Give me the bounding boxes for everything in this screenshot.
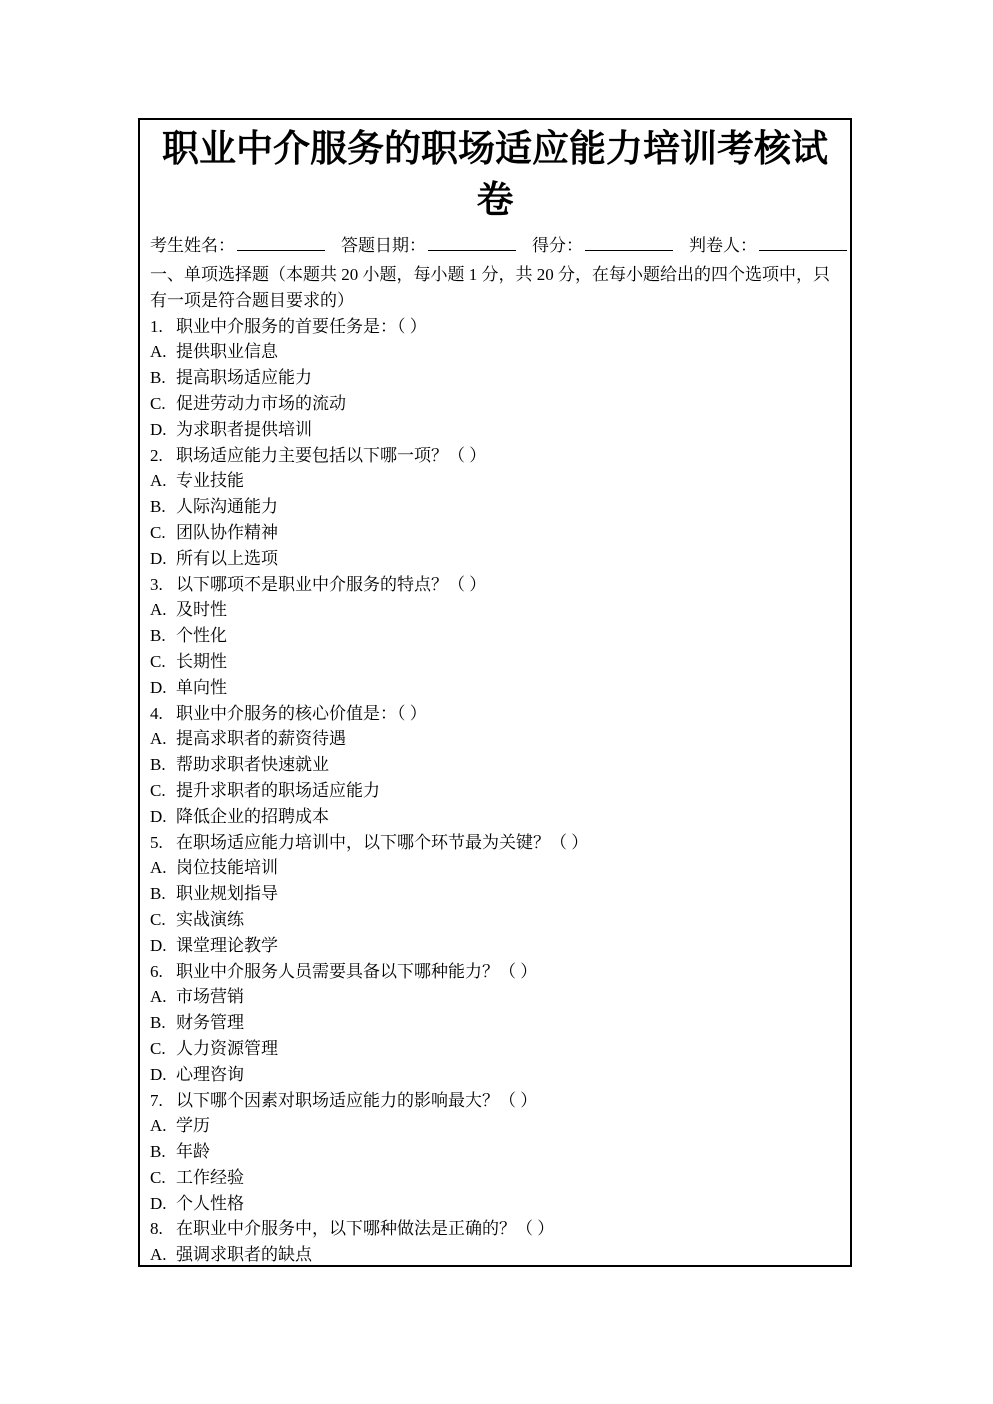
- option-letter: C.: [150, 1167, 166, 1187]
- question-text: 以下哪项不是职业中介服务的特点？（ ）: [176, 574, 487, 594]
- answer-date-label: 答题日期：: [341, 236, 426, 255]
- option-d: [150, 417, 840, 443]
- option-b: [150, 1010, 840, 1036]
- option-text: 心理咨询: [176, 1064, 244, 1084]
- option-c: [150, 1165, 840, 1191]
- option-a: [150, 1242, 840, 1267]
- option-text: 学历: [176, 1116, 210, 1136]
- option-text: 实战演练: [176, 909, 244, 929]
- option-letter: C.: [150, 909, 166, 929]
- option-letter: D.: [150, 1064, 167, 1084]
- question-stem: [150, 1216, 840, 1242]
- option-letter: A.: [150, 858, 167, 878]
- option-text: 课堂理论教学: [176, 935, 278, 955]
- question-6: [150, 959, 840, 1088]
- candidate-info-row: [150, 233, 840, 259]
- question-number: 7.: [150, 1090, 163, 1110]
- question-number: 5.: [150, 832, 163, 852]
- option-text: 提供职业信息: [176, 342, 278, 362]
- option-a: [150, 726, 840, 752]
- option-text: 促进劳动力市场的流动: [176, 393, 346, 413]
- option-text: 帮助求职者快速就业: [176, 755, 329, 775]
- question-4: [150, 701, 840, 830]
- option-a: [150, 984, 840, 1010]
- score-field: [532, 233, 673, 259]
- option-text: 强调求职者的缺点: [176, 1245, 312, 1265]
- question-7: [150, 1088, 840, 1217]
- question-stem: [150, 572, 840, 598]
- option-text: 单向性: [176, 677, 227, 697]
- question-stem: [150, 701, 840, 727]
- answer-date-field: [341, 233, 516, 259]
- question-1: [150, 314, 840, 443]
- question-stem: [150, 443, 840, 469]
- option-b: [150, 494, 840, 520]
- option-text: 个人性格: [176, 1193, 244, 1213]
- question-text: 职业中介服务的核心价值是：（ ）: [176, 703, 427, 723]
- question-text: 在职场适应能力培训中，以下哪个环节最为关键？（ ）: [176, 832, 589, 852]
- question-text: 职业中介服务的首要任务是：（ ）: [176, 316, 427, 336]
- option-text: 工作经验: [176, 1167, 244, 1187]
- option-d: [150, 1191, 840, 1217]
- question-number: 3.: [150, 574, 163, 594]
- option-text: 所有以上选项: [176, 548, 278, 568]
- exam-sheet: [138, 118, 852, 1267]
- option-text: 职业规划指导: [176, 884, 278, 904]
- option-letter: B.: [150, 626, 166, 646]
- option-c: [150, 649, 840, 675]
- option-c: [150, 391, 840, 417]
- option-a: [150, 339, 840, 365]
- option-letter: C.: [150, 1038, 166, 1058]
- option-b: [150, 623, 840, 649]
- option-text: 人际沟通能力: [176, 497, 278, 517]
- option-letter: B.: [150, 1142, 166, 1162]
- option-text: 长期性: [176, 651, 227, 671]
- option-a: [150, 855, 840, 881]
- option-letter: D.: [150, 935, 167, 955]
- option-text: 个性化: [176, 626, 227, 646]
- candidate-name-blank: [237, 235, 325, 251]
- option-b: [150, 881, 840, 907]
- question-3: [150, 572, 840, 701]
- question-stem: [150, 1088, 840, 1114]
- question-number: 8.: [150, 1219, 163, 1239]
- option-d: [150, 1062, 840, 1088]
- score-label: 得分：: [532, 236, 583, 255]
- question-text: 在职业中介服务中，以下哪种做法是正确的？（ ）: [176, 1219, 555, 1239]
- option-letter: B.: [150, 497, 166, 517]
- option-text: 人力资源管理: [176, 1038, 278, 1058]
- option-text: 提高职场适应能力: [176, 368, 312, 388]
- candidate-name-label: 考生姓名：: [150, 236, 235, 255]
- question-text: 职业中介服务人员需要具备以下哪种能力？（ ）: [176, 961, 538, 981]
- option-letter: C.: [150, 393, 166, 413]
- option-text: 为求职者提供培训: [176, 419, 312, 439]
- option-a: [150, 1113, 840, 1139]
- option-a: [150, 597, 840, 623]
- option-letter: D.: [150, 419, 167, 439]
- option-letter: B.: [150, 1013, 166, 1033]
- option-text: 降低企业的招聘成本: [176, 806, 329, 826]
- option-letter: D.: [150, 677, 167, 697]
- option-letter: A.: [150, 729, 167, 749]
- question-number: 4.: [150, 703, 163, 723]
- option-letter: D.: [150, 548, 167, 568]
- option-b: [150, 1139, 840, 1165]
- option-c: [150, 778, 840, 804]
- score-blank: [585, 235, 673, 251]
- option-b: [150, 365, 840, 391]
- question-5: [150, 830, 840, 959]
- option-letter: A.: [150, 1245, 167, 1265]
- option-a: [150, 468, 840, 494]
- grader-blank: [759, 235, 847, 251]
- option-letter: B.: [150, 755, 166, 775]
- question-number: 1.: [150, 316, 163, 336]
- option-text: 市场营销: [176, 987, 244, 1007]
- question-2: [150, 443, 840, 572]
- option-text: 及时性: [176, 600, 227, 620]
- option-text: 提升求职者的职场适应能力: [176, 780, 380, 800]
- section-heading: 一、单项选择题（本题共 20 小题，每小题 1 分，共 20 分，在每小题给出的四个选项中，只有一项是符合题目要求的）: [150, 265, 830, 310]
- option-letter: A.: [150, 471, 167, 491]
- question-8: [150, 1216, 840, 1267]
- candidate-name-field: [150, 233, 325, 259]
- question-number: 6.: [150, 961, 163, 981]
- option-text: 年龄: [176, 1142, 210, 1162]
- question-stem: [150, 830, 840, 856]
- option-letter: B.: [150, 884, 166, 904]
- option-letter: A.: [150, 342, 167, 362]
- option-c: [150, 1036, 840, 1062]
- option-letter: A.: [150, 1116, 167, 1136]
- option-letter: B.: [150, 368, 166, 388]
- exam-title: 职业中介服务的职场适应能力培训考核试卷: [162, 129, 828, 221]
- option-letter: A.: [150, 987, 167, 1007]
- question-text: 职场适应能力主要包括以下哪一项？（ ）: [176, 445, 487, 465]
- question-stem: [150, 959, 840, 985]
- option-d: [150, 546, 840, 572]
- option-letter: A.: [150, 600, 167, 620]
- option-letter: C.: [150, 522, 166, 542]
- grader-field: [689, 233, 847, 259]
- option-b: [150, 752, 840, 778]
- option-c: [150, 520, 840, 546]
- option-letter: D.: [150, 1193, 167, 1213]
- option-letter: D.: [150, 806, 167, 826]
- option-text: 岗位技能培训: [176, 858, 278, 878]
- option-d: [150, 675, 840, 701]
- option-text: 专业技能: [176, 471, 244, 491]
- question-number: 2.: [150, 445, 163, 465]
- answer-date-blank: [428, 235, 516, 251]
- option-d: [150, 933, 840, 959]
- question-text: 以下哪个因素对职场适应能力的影响最大？（ ）: [176, 1090, 538, 1110]
- question-stem: [150, 314, 840, 340]
- option-text: 提高求职者的薪资待遇: [176, 729, 346, 749]
- grader-label: 判卷人：: [689, 236, 757, 255]
- option-d: [150, 804, 840, 830]
- option-c: [150, 907, 840, 933]
- option-letter: C.: [150, 651, 166, 671]
- option-text: 团队协作精神: [176, 522, 278, 542]
- option-letter: C.: [150, 780, 166, 800]
- option-text: 财务管理: [176, 1013, 244, 1033]
